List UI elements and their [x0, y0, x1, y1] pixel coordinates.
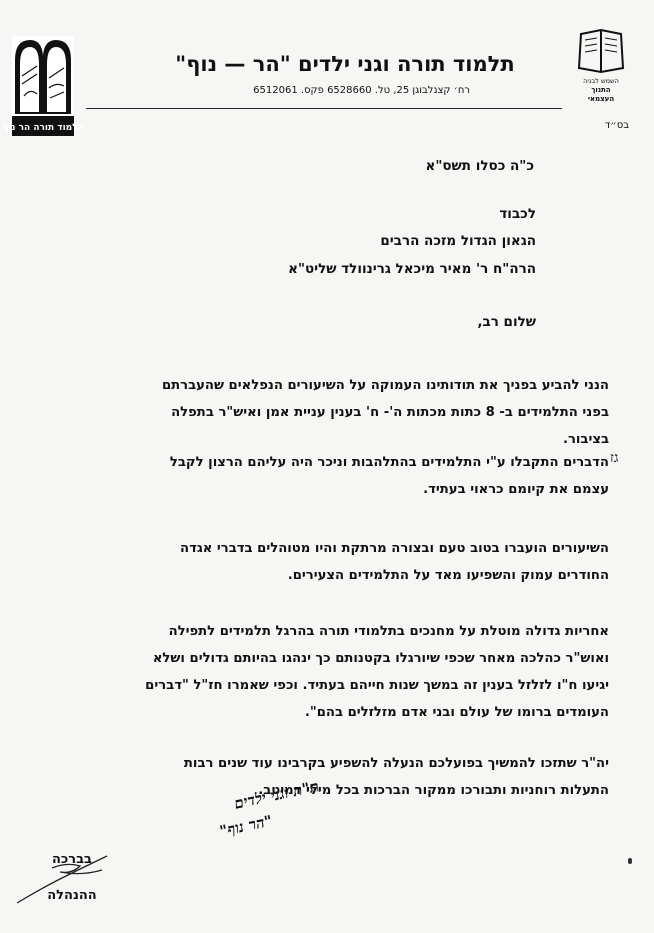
paragraph-line: אחריות גדולה מוטלת על מחנכים בתלמודי תורה בהרגל תלמידים לתפילה [168, 624, 609, 639]
paragraph-line: יה"ר שתזכו להמשיך בפועלכם הנעלה להשפיע בקרבינו עוד שנים רבות [183, 756, 609, 771]
education-network-emblem [573, 28, 629, 106]
svg-text:התנוך: התנוך [591, 86, 611, 94]
paragraph-line: העומדים ברומו של עולם ובני אדם מזלזלים בהם". [304, 705, 609, 720]
margin-handwritten-mark: גז [610, 450, 619, 466]
paragraph-line: התעלות רוחניות ותבורכו ממקור הברכות בכל מילי דמיטב. [258, 783, 609, 798]
header-divider [86, 108, 562, 109]
institution-stamp [100, 777, 321, 882]
stamp-line: "הר נוף" [217, 811, 274, 841]
paragraph-line: בפני התלמידים ב- 8 כתות מכתות ה'- ח' בענין עניית אמן ואיש"ר בתפלה [171, 405, 609, 420]
paragraph [39, 535, 609, 589]
greeting: שלום רב, [477, 314, 536, 330]
closing-signatory: ההנהלה [47, 888, 97, 903]
paragraph [39, 372, 609, 453]
paragraph-line: החודרים עמוק והשפיעו מאד על התלמידים הצעירים. [287, 568, 609, 583]
svg-text:העצמאי: העצמאי [587, 95, 615, 103]
school-logo [2, 36, 84, 136]
closing-blessing: בברכה [52, 852, 92, 867]
recipient-title: הגאון הגדול מזכה הרבים [380, 233, 536, 249]
paragraph-line: הנני להביע בפניך את תודותינו העמוקה על השיעורים הנפלאים שהעברתם [161, 378, 609, 393]
stamp-line: ת"ת וגני ילדים [232, 777, 321, 813]
paragraph-line: ואוש"ר כהלכה מאחר שכפי שיורגלו בקטנותם כך ינהגו בהיותם גדולים ושלא [152, 651, 609, 666]
stray-mark [628, 858, 632, 864]
svg-text:השמש לבניה: השמש לבניה [583, 77, 619, 85]
paragraph-line: הדברים התקבלו ע"י התלמידים בהתלהבות וניכר היה עליהם הרצון לקבל [169, 455, 609, 470]
paragraph [39, 449, 609, 503]
institution-name: תלמוד תורה וגני ילדים "הר — נוף" [175, 52, 515, 76]
svg-text:תלמוד תורה הר נוף: תלמוד תורה הר נוף [2, 123, 84, 133]
bsd-mark: בס״ד [604, 120, 629, 131]
handwritten-signature [12, 848, 122, 908]
institution-address: רח׳ קצנלבוגן 25, טל. 6528660 פקס. 6512061 [253, 85, 470, 96]
paragraph-line: עצמם את קיומם כראוי בעתיד. [423, 482, 609, 497]
paragraph-line: יגיעו ח"ו לזלזל בענין זה במשך שנות חייהם בעתיד. וכפי שאמרו חז"ל "דברים [145, 678, 609, 693]
paragraph-line: השיעורים הועברו בטוב טעם ובצורה מרתקת והיו מטוהלים בדברי אגדה [180, 541, 609, 556]
recipient-name: הרה"ח ר' מאיר מיכאל גרינוולד שליט"א [288, 261, 536, 277]
recipient-honorific: לכבוד [499, 206, 536, 222]
paragraph [39, 618, 609, 726]
letter-date: כ"ה כסלו תשס"א [425, 158, 534, 174]
paragraph-line: בציבור. [562, 432, 609, 447]
